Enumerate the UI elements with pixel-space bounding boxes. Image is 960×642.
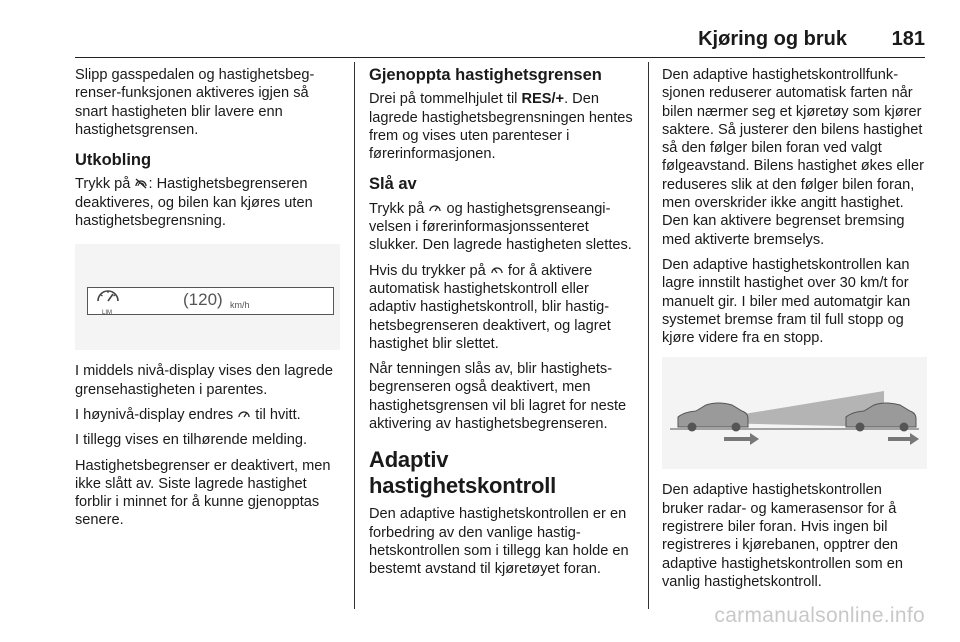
- chapter-title: Kjøring og bruk: [698, 28, 847, 50]
- column-1: [75, 66, 340, 537]
- text: Hvis du trykker på: [369, 262, 490, 279]
- heading-sla-av: Slå av: [369, 175, 417, 194]
- paragraph: [369, 200, 635, 255]
- column-divider: [354, 62, 355, 609]
- watermark: carmanualsonline.info: [714, 604, 925, 627]
- speed-value: (120): [183, 290, 223, 310]
- direction-arrow-icon: [888, 433, 919, 445]
- column-divider: [648, 62, 649, 609]
- paragraph: Slipp gasspedalen og hastighetsbegrenser-funksjonen aktiveres igjen så snart hastigheten blir lavere enn hastighetsgrensen.: [75, 67, 315, 138]
- speed-display-bar: [87, 287, 334, 315]
- text: Trykk på: [75, 176, 135, 193]
- paragraph: Hastighetsbegrenser er deaktivert, men ikke slått av. Siste lagrede hastighet forblir i minnet for å kunne gjenopptas senere.: [75, 457, 331, 529]
- text: : Hastighetsbegrenseren deaktiveres, og bilen kan kjøres uten hastighetsbegrensning.: [75, 176, 313, 230]
- header-rule: [75, 57, 925, 58]
- speed-unit: km/h: [230, 300, 250, 311]
- page-number: 181: [891, 28, 925, 50]
- text: Trykk på: [369, 200, 429, 217]
- paragraph: I middels nivå-display vises den lagrede grensehastigheten i parentes.: [75, 363, 333, 398]
- direction-arrow-icon: [724, 433, 759, 445]
- column-2: [369, 66, 635, 586]
- text: . Den lagrede hastighetsbegrensningen hentes frem og vises uten parenteser i førerinformasjonen.: [369, 91, 633, 163]
- lim-label: LIM: [102, 310, 113, 317]
- ego-car-icon: [678, 403, 748, 432]
- radar-car-illustration: [662, 357, 927, 469]
- cruise-control-icon: [490, 263, 504, 275]
- heading-utkobling: Utkobling: [75, 151, 152, 170]
- text: til hvitt.: [251, 406, 301, 423]
- radar-diagram: [662, 357, 927, 469]
- limiter-off-icon: [134, 176, 148, 188]
- speed-limiter-icon: [428, 201, 442, 213]
- res-plus-label: RES/+: [521, 91, 565, 108]
- paragraph: [369, 262, 635, 353]
- speed-limiter-icon: [237, 407, 251, 419]
- text: for å aktivere automatisk hastighetskontroll eller adaptiv hastighetskontroll, blir hastighetsbegrenseren deaktivert, og lagret hastighet blir slettet.: [369, 262, 611, 352]
- paragraph: Den adaptive hastighetskontrollen kan lagre innstilt hastighet over 30 km/t for manuelt gir. I biler med automatgir kan systemet bremse fram til full stopp og kjøre videre fra en stopp.: [662, 256, 911, 347]
- paragraph: Den adaptive hastighetskontrollfunksjonen reduserer automatisk farten når bilen nærmer seg et kjøretøy som kjører saktere. Så justerer den bilens hastighet så den følger bilen foran ved valgt følgeavstand. Bilens hastighet økes eller reduseres slik at den følger bilen foran, men overskrider ikke angitt hastighet. Den kan aktivere begrenset bremsing med aktiverte bremselys.: [662, 67, 925, 248]
- paragraph: Når tenningen slås av, blir hastighetsbegrenseren også deaktivert, men hastighetsgrensen vil bli lagret for neste aktivering av hastighetsbegrenseren.: [369, 361, 627, 433]
- page-header: [75, 28, 925, 58]
- paragraph: [369, 90, 635, 163]
- paragraph: Den adaptive hastighetskontrollen bruker radar- og kamerasensor for å registrere biler foran. Hvis ingen bil registreres i kjørebanen, opptrer den adaptive hastighetskontrollen som en vanlig hastighetskontroll.: [662, 482, 903, 590]
- paragraph: [75, 406, 340, 424]
- paragraph: Den adaptive hastighetskontrollen er en forbedring av den vanlige hastighetskontrollen som i tillegg kan holde en bestemt avstand til kjøretøyet foran.: [369, 506, 629, 578]
- text: I høynivå-display endres: [75, 406, 238, 423]
- speed-display-figure: [75, 244, 340, 350]
- column-3: [662, 66, 927, 598]
- heading-gjenoppta: Gjenoppta hastighetsgrensen: [369, 66, 602, 84]
- paragraph: I tillegg vises en tilhørende melding.: [75, 432, 307, 449]
- text: og hastighetsgrenseangivelsen i førerinformasjonssenteret slukker. Den lagrede hastigheten slettes.: [369, 200, 632, 254]
- paragraph: [75, 175, 340, 230]
- text: Drei på tommelhjulet til: [369, 91, 522, 108]
- heading-adaptiv: Adaptiv hastighetskontroll: [369, 447, 557, 499]
